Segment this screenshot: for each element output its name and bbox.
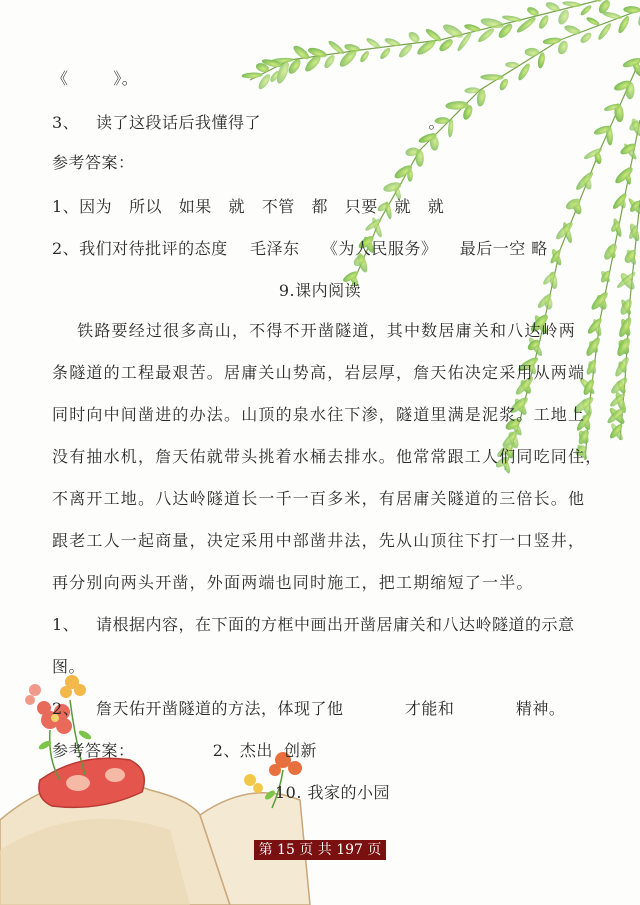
passage-answer: 参考答案： 2、杰出 创新	[52, 741, 318, 760]
leaf	[241, 72, 262, 79]
leaf	[579, 31, 594, 45]
passage-question-1: 1、 请根据内容，在下面的方框中画出开凿居庸关和八达岭隧道的示意	[52, 615, 575, 634]
section-title-9: 9.课内阅读	[278, 281, 362, 300]
leaf	[609, 375, 630, 395]
passage-line-2: 条隧道的工程最艰苦。居庸关山势高，岩层厚，詹天佑决定采用从两端	[52, 363, 586, 382]
leaf	[585, 358, 598, 376]
leaf	[615, 336, 632, 358]
text-line-book-title-blank: 《 》。	[52, 69, 139, 88]
leaf	[585, 16, 600, 27]
passage-line-7: 再分别向两头开凿，外面两端也同时施工，把工期缩短了一半。	[52, 573, 534, 592]
leaf	[379, 46, 392, 60]
leaf	[584, 336, 602, 358]
leaf	[359, 50, 371, 64]
leaf	[611, 192, 629, 211]
passage-line-6: 跟老工人一起商量，决定采用中部凿井法，先从山顶往下打一口竖井，	[52, 531, 586, 550]
leaf	[602, 242, 620, 262]
passage-line-4: 没有抽水机，詹天佑就带头挑着水桶去排水。他常常跟工人们同吃同住，	[52, 447, 603, 466]
leaf	[537, 14, 550, 30]
leaf	[613, 355, 631, 378]
passage-line-3: 同时向中间凿进的办法。山顶的泉水往下渗，隧道里满是泥浆。工地上	[52, 405, 586, 424]
section-title-10: 10. 我家的小园	[275, 783, 391, 802]
answer-2: 2、我们对待批评的态度 毛泽东 《为人民服务》 最后一空 略	[52, 239, 548, 258]
leaf	[563, 24, 581, 37]
leaf	[480, 74, 504, 81]
leaf	[441, 22, 465, 41]
passage-line-5: 不离开工地。八达岭隧道长一千一百多米，有居庸关隧道的三倍长。他	[52, 489, 586, 508]
question-3: 3、 读了这段话后我懂得了 。	[52, 113, 446, 132]
page-number-footer: 第 15 页 共 197 页	[254, 840, 386, 860]
leaf	[544, 0, 560, 13]
leaf	[524, 48, 539, 57]
passage-line-1: 铁路要经过很多高山，不得不开凿隧道，其中数居庸关和八达岭两	[52, 321, 576, 340]
passage-question-1-cont: 图。	[52, 657, 86, 676]
leaf	[577, 428, 591, 446]
leaf	[542, 37, 561, 46]
answer-1: 1、因为 所以 如果 就 不管 都 只要 就 就	[52, 197, 445, 216]
leaf	[480, 16, 505, 30]
leaf	[613, 165, 635, 186]
answer-heading: 参考答案：	[52, 153, 135, 172]
passage-question-2: 2、 詹天佑开凿隧道的方法，体现了他 才能和 精神。	[52, 699, 566, 718]
leaf	[623, 6, 640, 14]
leaf	[617, 316, 634, 339]
